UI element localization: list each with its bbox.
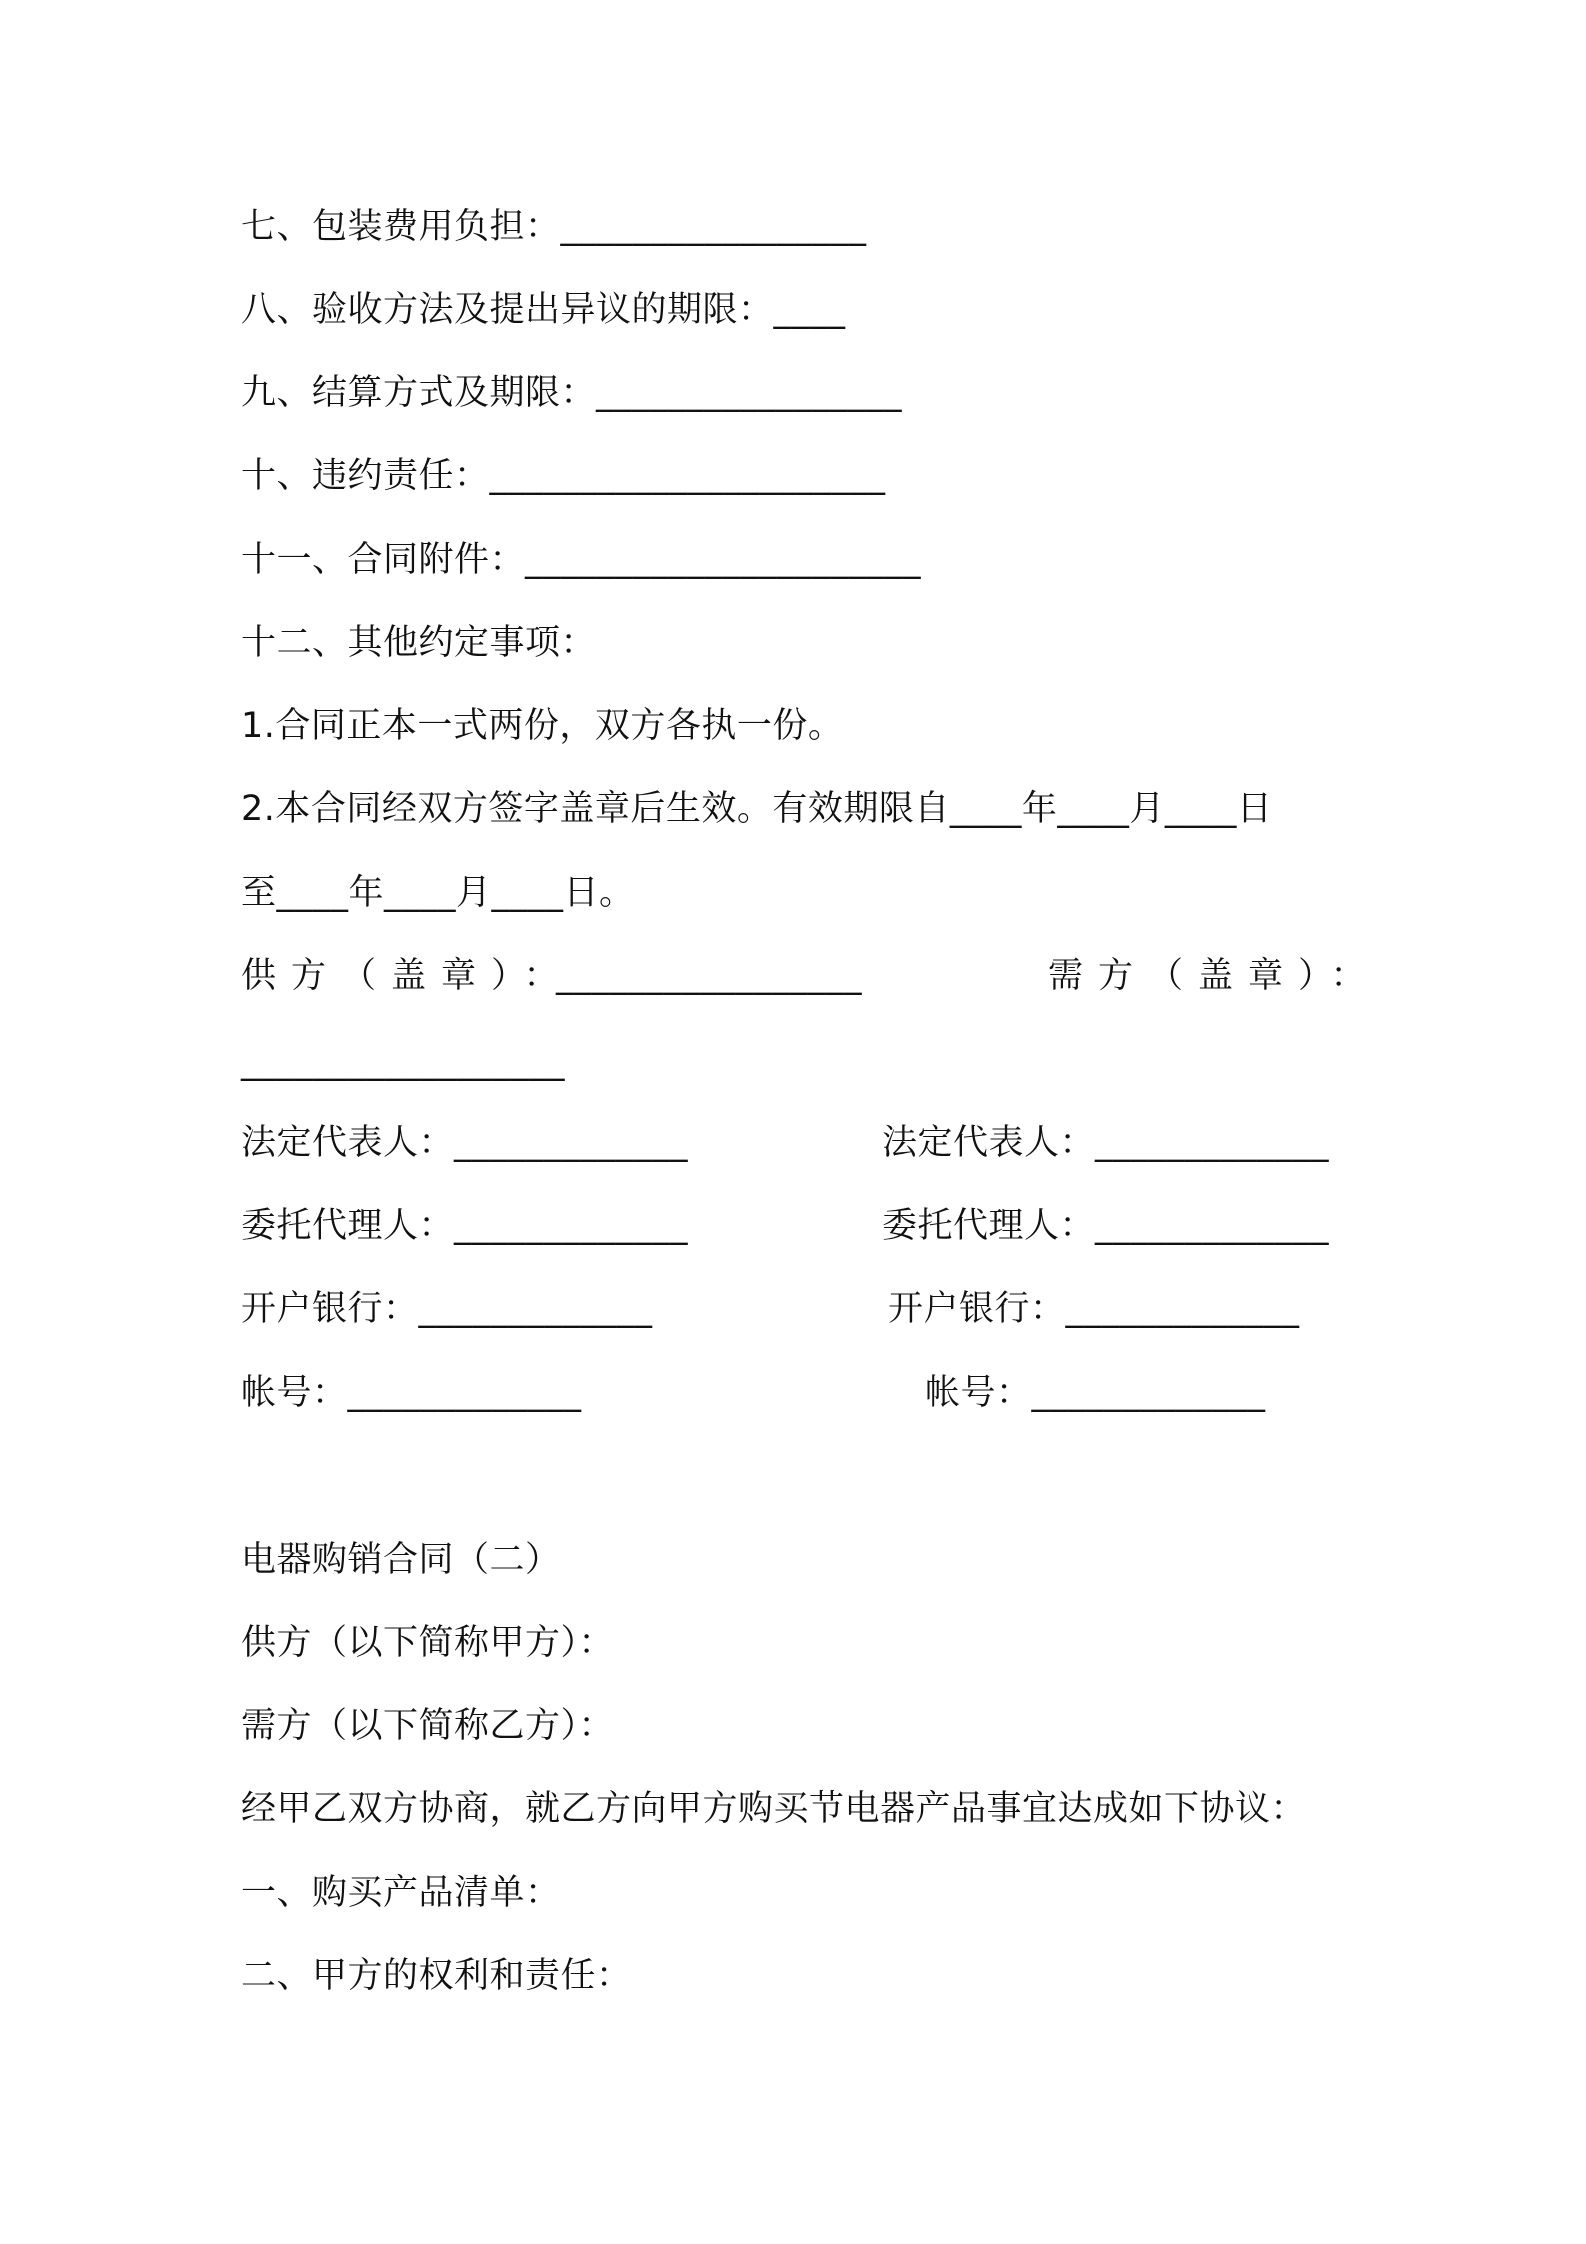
party-b-line: 需方（以下简称乙方）： [241, 1706, 615, 1746]
clause-7: 七、包装费用负担：_________________ [241, 207, 867, 247]
preamble: 经甲乙双方协商，就乙方向甲方购买节电器产品事宜达成如下协议： [241, 1789, 1307, 1829]
clause-12-item-1: 1.合同正本一式两份，双方各执一份。 [241, 706, 844, 746]
supplier-seal-label: 供方（盖章）： [241, 956, 574, 996]
party-a-line: 供方（以下简称甲方）： [241, 1623, 615, 1663]
buyer-account: 帐号：_____________ [925, 1373, 1266, 1413]
supplier-legal-rep: 法定代表人：_____________ [241, 1123, 689, 1163]
supplier-account: 帐号：_____________ [241, 1373, 582, 1413]
supplier-agent: 委托代理人：_____________ [241, 1206, 689, 1246]
contract-2-title: 电器购销合同（二） [241, 1540, 561, 1580]
section-1-heading: 一、购买产品清单： [241, 1873, 561, 1913]
clause-12-item-2-line-1: 2.本合同经双方签字盖章后生效。有效期限自____年____月____日 [241, 789, 1273, 829]
clause-12-item-2-line-2: 至____年____月____日。 [241, 873, 635, 913]
buyer-seal-blank: __________________ [241, 1042, 565, 1082]
clause-12: 十二、其他约定事项： [241, 623, 597, 663]
buyer-agent: 委托代理人：_____________ [882, 1206, 1330, 1246]
supplier-bank: 开户银行：_____________ [241, 1289, 653, 1329]
buyer-legal-rep: 法定代表人：_____________ [882, 1123, 1330, 1163]
buyer-seal-label: 需方（盖章）： [1048, 956, 1381, 996]
clause-11: 十一、合同附件：______________________ [241, 540, 922, 580]
supplier-seal-blank: _________________ [556, 956, 862, 996]
clause-8: 八、验收方法及提出异议的期限：____ [241, 290, 846, 330]
clause-9: 九、结算方式及期限：_________________ [241, 373, 903, 413]
section-2-heading: 二、甲方的权利和责任： [241, 1956, 632, 1996]
clause-10: 十、违约责任：______________________ [241, 456, 886, 496]
buyer-bank: 开户银行：_____________ [888, 1289, 1300, 1329]
